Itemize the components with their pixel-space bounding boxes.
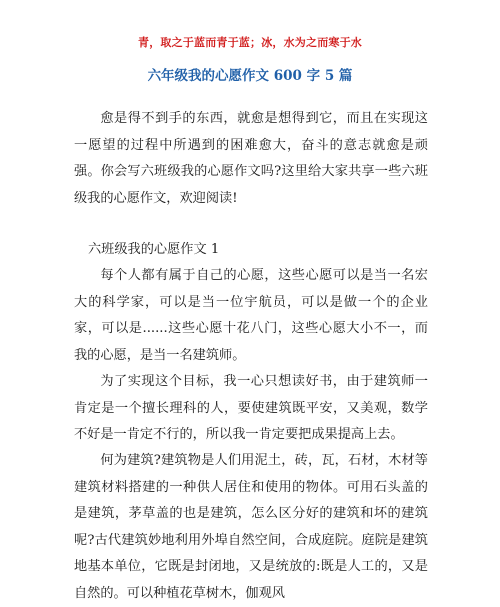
body-paragraph: 为了实现这个目标，我一心只想读好书，由于建筑师一肯定是一个擅长理科的人，要使建筑既平安，又美观，数学不好是一肯定不行的，所以我一肯定要把成果提高上去。 [74, 374, 428, 442]
header-motto: 青，取之于蓝而青于蓝；冰，水为之而寒于水 [138, 36, 362, 49]
intro-paragraph: 愈是得不到手的东西，就愈是想得到它，而且在实现这一愿望的过程中所遇到的困难愈大，奋斗的意志就愈是顽强。你会写六班级我的心愿作文吗?这里给大家共享一些六班级我的心愿作文，欢迎阅读! [74, 111, 428, 206]
document-title: 六年级我的心愿作文 600 字 5 篇 [147, 68, 353, 84]
section-heading: 六班级我的心愿作文 1 [88, 242, 220, 257]
body-paragraph: 每个人都有属于自己的心愿，这些心愿可以是当一名宏大的科学家，可以是当一位宇航员，可以是做一个的企业家，可以是......这些心愿十花八门，这些心愿大小不一，而我的心愿，是当一名建筑师。 [74, 268, 428, 363]
body-paragraph: 何为建筑?建筑物是人们用泥土，砖，瓦，石材，木材等建筑材料搭建的一种供人居住和使用的物体。可用石头盖的是建筑，茅草盖的也是建筑，怎么区分好的建筑和坏的建筑呢?古代建筑妙地利用外埠自然空间，合成庭院。庭院是建筑地基本单位，它既是封闭地，又是统放的:既是人工的，又是自然的。可以种植花草树木，伽观风 [74, 453, 428, 601]
